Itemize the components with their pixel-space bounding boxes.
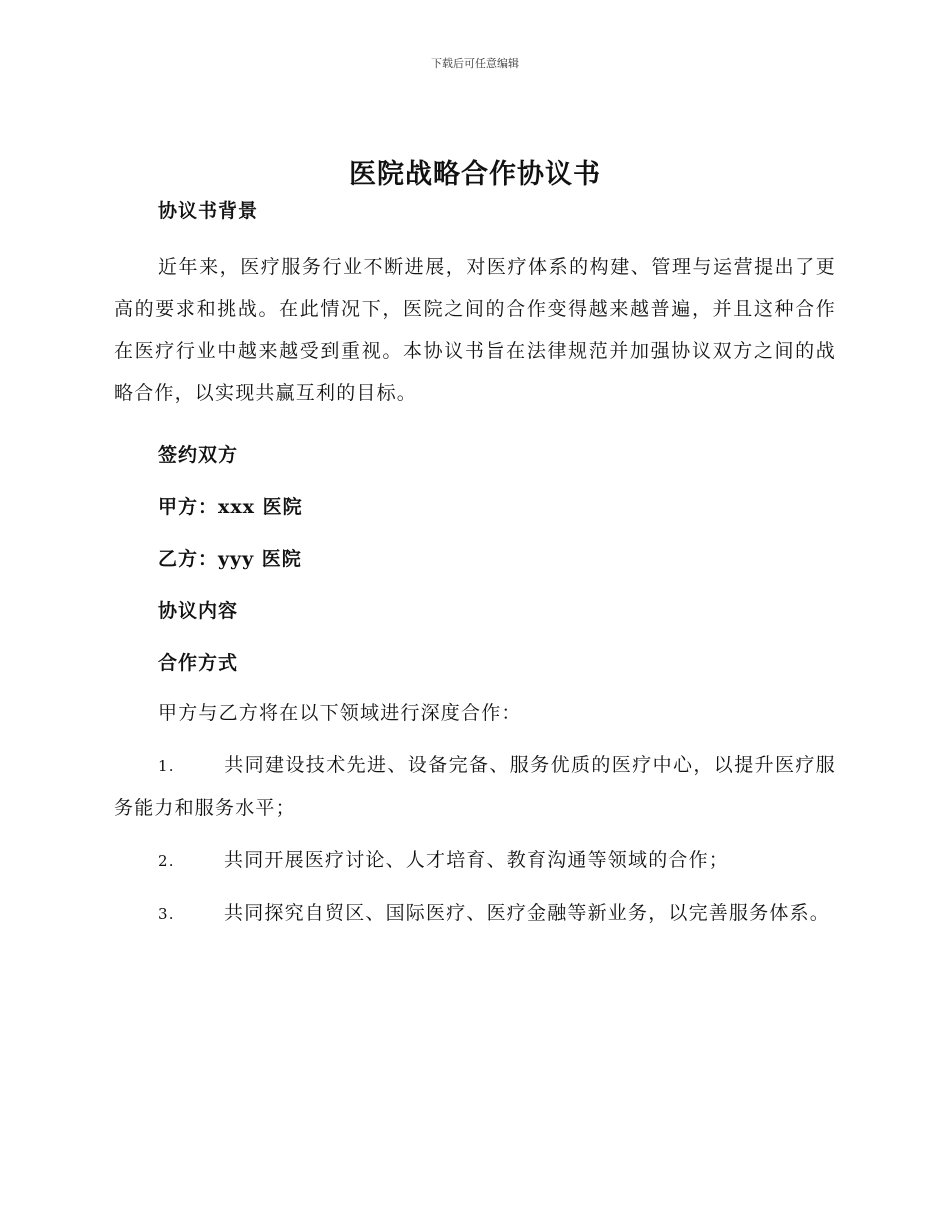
cooperation-intro: 甲方与乙方将在以下领域进行深度合作： <box>158 702 522 724</box>
section-heading-parties: 签约双方 <box>158 444 239 466</box>
list-item <box>114 839 836 882</box>
document-body <box>114 196 836 935</box>
list-item-text: 共同建设技术先进、设备完备、服务优质的医疗中心，以提升医疗服务能力和服务水平； <box>114 754 836 819</box>
document-title: 医院战略合作协议书 <box>349 159 601 190</box>
background-paragraph: 近年来，医疗服务行业不断进展，对医疗体系的构建、管理与运营提出了更高的要求和挑战。在此情况下，医院之间的合作变得越来越普遍，并且这种合作在医疗行业中越来越受到重视。本协议书旨在法律规范并加强协议双方之间的战略合作，以实现共赢互利的目标。 <box>114 256 836 404</box>
list-item-text: 共同探究自贸区、国际医疗、医疗金融等新业务，以完善服务体系。 <box>224 902 831 924</box>
list-item-text: 共同开展医疗讨论、人才培育、教育沟通等领域的合作； <box>224 849 730 871</box>
list-item-number: 2. <box>158 852 175 870</box>
list-item-number: 3. <box>158 905 175 923</box>
section-heading-content: 协议内容 <box>158 600 239 622</box>
list-item <box>114 744 836 829</box>
list-item <box>114 892 836 935</box>
header-note: 下载后可任意编辑 <box>431 57 519 70</box>
section-heading-cooperation: 合作方式 <box>158 652 239 674</box>
party-b: 乙方：yyy 医院 <box>158 548 302 570</box>
section-heading-background: 协议书背景 <box>158 200 259 222</box>
party-a: 甲方：xxx 医院 <box>158 496 303 518</box>
list-item-number: 1. <box>158 757 175 775</box>
